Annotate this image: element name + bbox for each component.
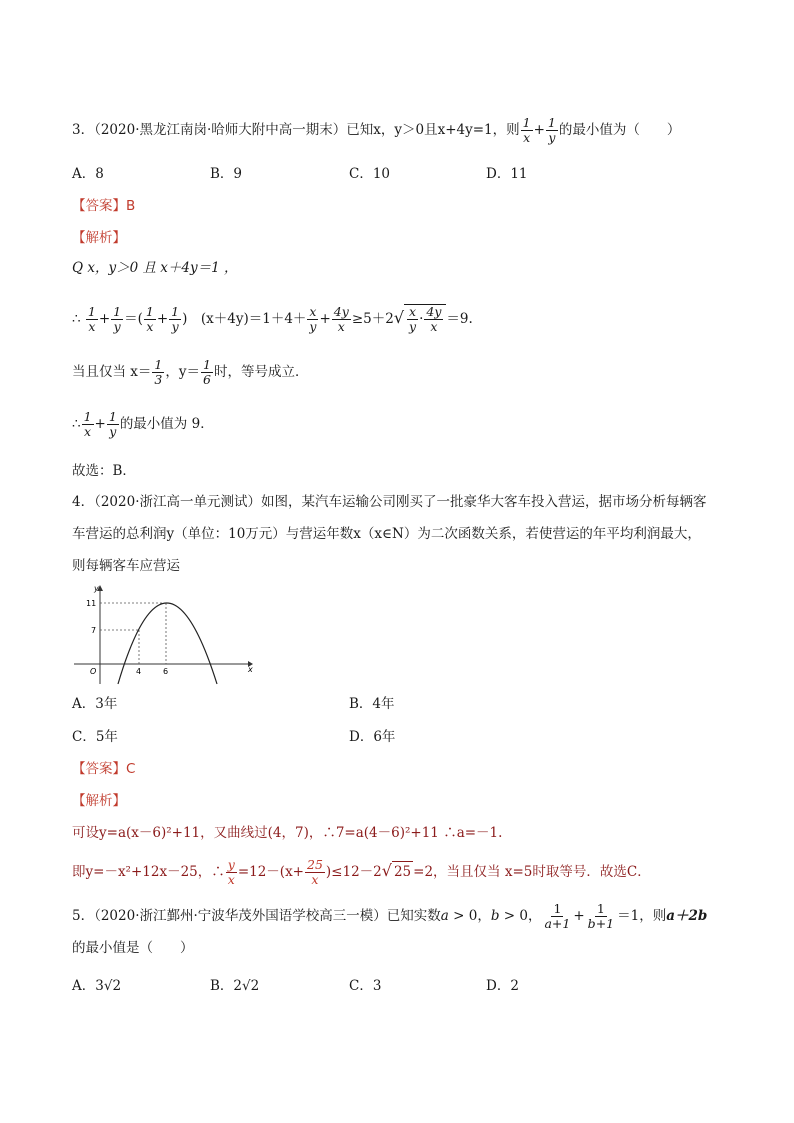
q4-answer: 【答案】C [72,761,136,777]
q4-analysis-label: 【解析】 [72,793,126,809]
q4-line2-b: =12－(x+ [237,864,304,880]
q3-solution-line4: ∴ $\frac{1}{x}$ + $\frac{1}{y}$ 的最小值为 9． [72,409,214,439]
q4-line2-c: )≤12－2 [325,864,382,880]
q4-option-d: D．6年 [349,729,396,745]
q3-line4-a: ∴ [72,416,81,432]
q3-frac-1y: $\frac{1}{y}$ [547,115,556,145]
q3-stem: 3．（2020·黑龙江南岗·哈师大附中高一期末）已知x，y＞0且x+4y=1，则 $\frac{1}{x}$ + $\frac{1}{y}$ 的最小值为（ ） [72,115,681,145]
q4-line2-d: =2，当且仅当 x=5时取等号．故选C． [413,864,651,880]
q3-solution-line1: Q x，y＞0 且 x＋4y＝1 ， [72,260,238,276]
q4-graph [72,584,256,686]
q5-option-a: A．3√2 [72,978,122,994]
tick-6: 6 [163,667,169,676]
q5-sep-1: ， [477,908,491,924]
q4-line2-a: 即y=－x²+12x－25，∴ [72,864,225,880]
therefore-symbol: ∴ [72,311,81,327]
q3-solution-line3: 当且仅当 x＝ $\frac{1}{3}$ ，y＝ $\frac{1}{6}$ 时，等号成立． [72,357,309,387]
q5-option-d: D．2 [486,978,519,994]
q5-eq: ＝1，则 [617,908,667,924]
q3-option-a: A．8 [72,166,104,182]
q3-solution-line2: ∴ $\frac{1}{x}$ + $\frac{1}{y}$ ＝( $\frac{1}{x}$ + $\frac{1}{y}$ ) (x＋4y)＝1＋4＋ $\frac{x}{y}$ + $\frac{4y}{x}$ ≥5＋2√ $\frac{x}{y}$ · $\frac{4y}{x}$ ＝9. [72,304,473,334]
q3-answer: 【答案】B [72,198,136,214]
q4-stem-line3: 则每辆客车应营运 [72,558,180,574]
x-label: x [248,665,253,674]
q4-option-c: C．5年 [72,729,118,745]
q3-eq-part-c: ) (x＋4y)＝1＋4＋ [182,311,307,327]
q3-stem-suffix: 的最小值为（ ） [558,122,681,138]
q4-stem-line2: 车营运的总利润y（单位：10万元）与营运年数x（x∈N）为二次函数关系，若使营运的年平均利润最大， [72,526,701,542]
q3-line3-a: 当且仅当 x＝ [72,364,152,380]
q3-eq-part-e: ＝9. [446,311,473,327]
q3-option-c: C．10 [349,166,391,182]
q5-target-expr: a＋2b [666,908,708,924]
q3-line3-b: ，y＝ [165,364,200,380]
q3-eq-part-b: ＝( [124,311,143,327]
q3-analysis-label: 【解析】 [72,230,126,246]
q3-option-b: B．9 [210,166,243,182]
q5-option-b: B．2√2 [210,978,260,994]
q5-stem-line2: 的最小值是（ ） [72,940,194,956]
q5-option-c: C．3 [349,978,382,994]
q4-solution-line1: 可设y=a(x－6)²+11，又曲线过(4，7)，∴7=a(4－6)²+11 ∴a=－1. [72,825,503,841]
y-label: y [94,584,99,593]
q4-option-a: A．3年 [72,696,118,712]
q4-option-b: B．4年 [349,696,395,712]
tick-7: 7 [91,626,97,635]
q3-frac-1x: $\frac{1}{x}$ [522,115,531,145]
q3-line3-c: 时，等号成立． [213,364,309,380]
q3-stem-text: 3．（2020·黑龙江南岗·哈师大附中高一期末）已知x，y＞0且x+4y=1，则 [72,122,520,138]
q5-stem-text: 5．（2020·浙江鄞州·宁波华茂外国语学校高三一模）已知实数 [72,908,441,924]
q4-solution-line2: 即y=－x²+12x－25，∴ $\frac{y}{x}$ =12－(x+ $\frac{25}{x}$ )≤12－2√ 25 =2，当且仅当 x=5时取等号．故选C． [72,857,651,887]
q5-sep-2: ， [527,908,542,924]
tick-4: 4 [136,667,142,676]
q4-stem-line1: 4．（2020·浙江高一单元测试）如图，某汽车运输公司刚买了一批豪华大客车投入营运，据市场分析每辆客 [72,494,707,510]
q3-solution-line5: 故选：B． [72,463,136,479]
origin-label: O [90,667,97,676]
q3-eq-part-d: ≥5＋2 [351,311,394,327]
q5-stem: 5．（2020·浙江鄞州·宁波华茂外国语学校高三一模）已知实数a > 0，b > 0， $\frac{1}{a+1}$ + $\frac{1}{b+1}$ ＝1，则a＋2b [72,901,708,931]
q3-option-d: D．11 [486,166,528,182]
tick-11: 11 [86,599,97,608]
q3-line4-b: 的最小值为 9． [119,416,214,432]
